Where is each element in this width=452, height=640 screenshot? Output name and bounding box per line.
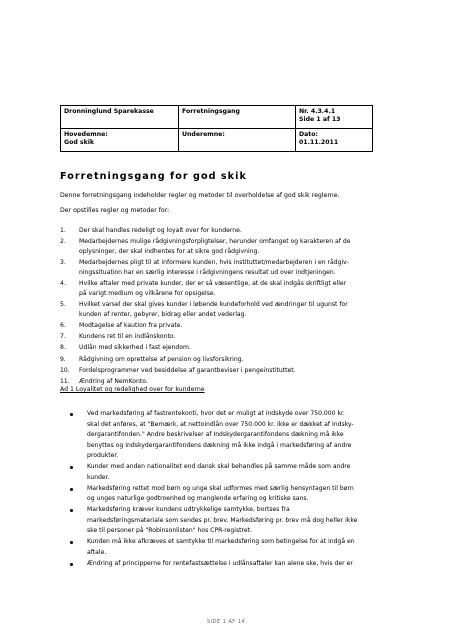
bullet-icon <box>70 413 73 416</box>
rule-text: Ændring af NemKonto. <box>79 378 148 386</box>
doc-type: Forretningsgang <box>182 108 240 115</box>
date-cell <box>296 128 373 151</box>
document-header-table <box>60 105 373 152</box>
bullet-item <box>60 559 390 570</box>
rule-item <box>60 258 390 277</box>
bullet-list <box>60 409 390 570</box>
rule-text: Medarbejdernes mulige rådgivningsforpligtelser, herunder omfanget og karakteren af de oplysninger, der skal indhentes for at sikre god rådgivning. <box>79 238 351 255</box>
page-footer: SIDE 1 AF 14 <box>206 619 246 625</box>
sub-topic-cell <box>179 128 296 151</box>
rule-text: Fordelsprogrammer ved besiddelse af garantbeviser i pengeinstituttet. <box>79 366 296 374</box>
bullet-item <box>60 409 390 462</box>
main-topic-label: Hovedemne: <box>64 130 108 138</box>
doc-number-cell <box>296 106 373 129</box>
rules-list <box>60 226 390 388</box>
rule-text: Udlån med sikkerhed i fast ejendom. <box>79 344 191 352</box>
bullet-text: Markedsføring rettet mod børn og unge skal udformes med særlig hensyntagen til børn og unges naturlige godtroenhed og manglende erfaring og kritiske sans. <box>87 484 354 502</box>
rule-number: 10. <box>60 366 70 374</box>
rule-text: Hvilket varsel der skal gives kunder i løbende kundeforhold ved ændringer til ugunst for kunden af renter, gebyrer, bidrag eller andet vederlag. <box>79 300 348 318</box>
rule-item <box>60 226 390 236</box>
date-value: 01.11.2011 <box>299 139 339 147</box>
bullet-text: Kunder med anden nationalitet end dansk skal behandles på samme måde som andre kunder. <box>87 463 351 481</box>
rule-number: 9. <box>60 355 66 363</box>
date-label: Dato: <box>299 130 318 138</box>
bullet-text: Markedsføring kræver kundens udtrykkelige samtykke, bortses fra markedsføringsmateriale som sendes pr. brev. Markedsføring pr. brev må dog heller ikke ske til personer på "Robinsonlisten" hos CPR-registret. <box>87 506 358 534</box>
intro-paragraph-2: Der opstilles regler og metoder for: <box>60 207 170 214</box>
rule-item <box>60 300 390 319</box>
rule-number: 8. <box>60 344 66 352</box>
bullet-icon <box>70 509 73 512</box>
rule-number: 3. <box>60 259 66 267</box>
rule-item <box>60 343 390 353</box>
rule-item <box>60 366 390 376</box>
bullet-item <box>60 484 390 505</box>
rule-text: Hvilke aftaler med private kunder, der er så væsentlige, at de skal indgås skriftligt eller på varigt medium og vilkårene for opsigelse. <box>79 280 347 297</box>
bullet-icon <box>70 466 73 469</box>
bullet-item <box>60 537 390 558</box>
rule-item <box>60 321 390 331</box>
rule-number: 1. <box>60 227 66 234</box>
bullet-text: Kunden må ikke afkræves et samtykke til markedsføring som betingelse for at indgå en aftale. <box>87 538 355 556</box>
doc-type-cell <box>179 106 296 129</box>
rule-text: Medarbejdernes pligt til at informere kunden, hvis instituttet/medarbejderen i en rådgiv- ningssituation har en særlig interesse i rådgivningens resultat ud over indtjeningen. <box>79 259 349 276</box>
bullet-item <box>60 505 390 537</box>
rule-item <box>60 237 390 256</box>
bank-name: Dronninglund Sparekasse <box>64 108 154 115</box>
rule-text: Der skal handles redeligt og loyalt over for kunderne. <box>79 227 242 234</box>
bullet-icon <box>70 541 73 544</box>
page-title: Forretningsgang for god skik <box>60 171 247 182</box>
section-heading: Ad 1 Loyalitet og redelighed over for kunderne <box>60 386 205 393</box>
intro-paragraph: Denne forretningsgang indeholder regler og metoder til overholdelse af god skik reglerne. <box>60 192 340 199</box>
bullet-text: Ved markedsføring af fastrentekonti, hvor det er muligt at indskyde over 750.000 kr. skal det anføres, at "Bemærk, at nettoindlån over 750.000 kr. ikke er dækket af Indsky- dergarantifonden." Andre beskrivelser af Indskydergarantifondens dækning må ikke benyttes og Indskydergarantifondens dækning må ikke indgå i markedsføring af andre produkter. <box>87 410 354 459</box>
rule-text: Modtagelse af kaution fra private. <box>79 321 183 329</box>
rule-number: 5. <box>60 300 66 308</box>
rule-text: Rådgivning om oprettelse af pension og livsforsikring. <box>79 355 244 363</box>
rule-item <box>60 355 390 365</box>
rule-text: Kundens ret til en indlånskonto. <box>79 333 176 341</box>
rule-number: 7. <box>60 333 66 341</box>
bank-name-cell <box>61 106 179 129</box>
rule-number: 4. <box>60 280 66 288</box>
page-indicator: Side 1 af 13 <box>299 116 341 124</box>
main-topic-cell <box>61 128 179 151</box>
bullet-icon <box>70 563 73 566</box>
rule-number: 6. <box>60 321 66 329</box>
bullet-item <box>60 462 390 483</box>
rule-item <box>60 332 390 342</box>
bullet-text: Ændring af principperne for rentefastsættelse i udlånsaftaler kan alene ske, hvis der er <box>87 559 353 567</box>
rule-item <box>60 279 390 298</box>
doc-number: Nr. 4.3.4.1 <box>299 108 336 115</box>
rule-number: 2. <box>60 238 66 246</box>
sub-topic-label: Underemne: <box>182 130 225 138</box>
main-topic-value: God skik <box>64 139 94 147</box>
rule-number: 11. <box>60 378 70 386</box>
bullet-icon <box>70 488 73 491</box>
